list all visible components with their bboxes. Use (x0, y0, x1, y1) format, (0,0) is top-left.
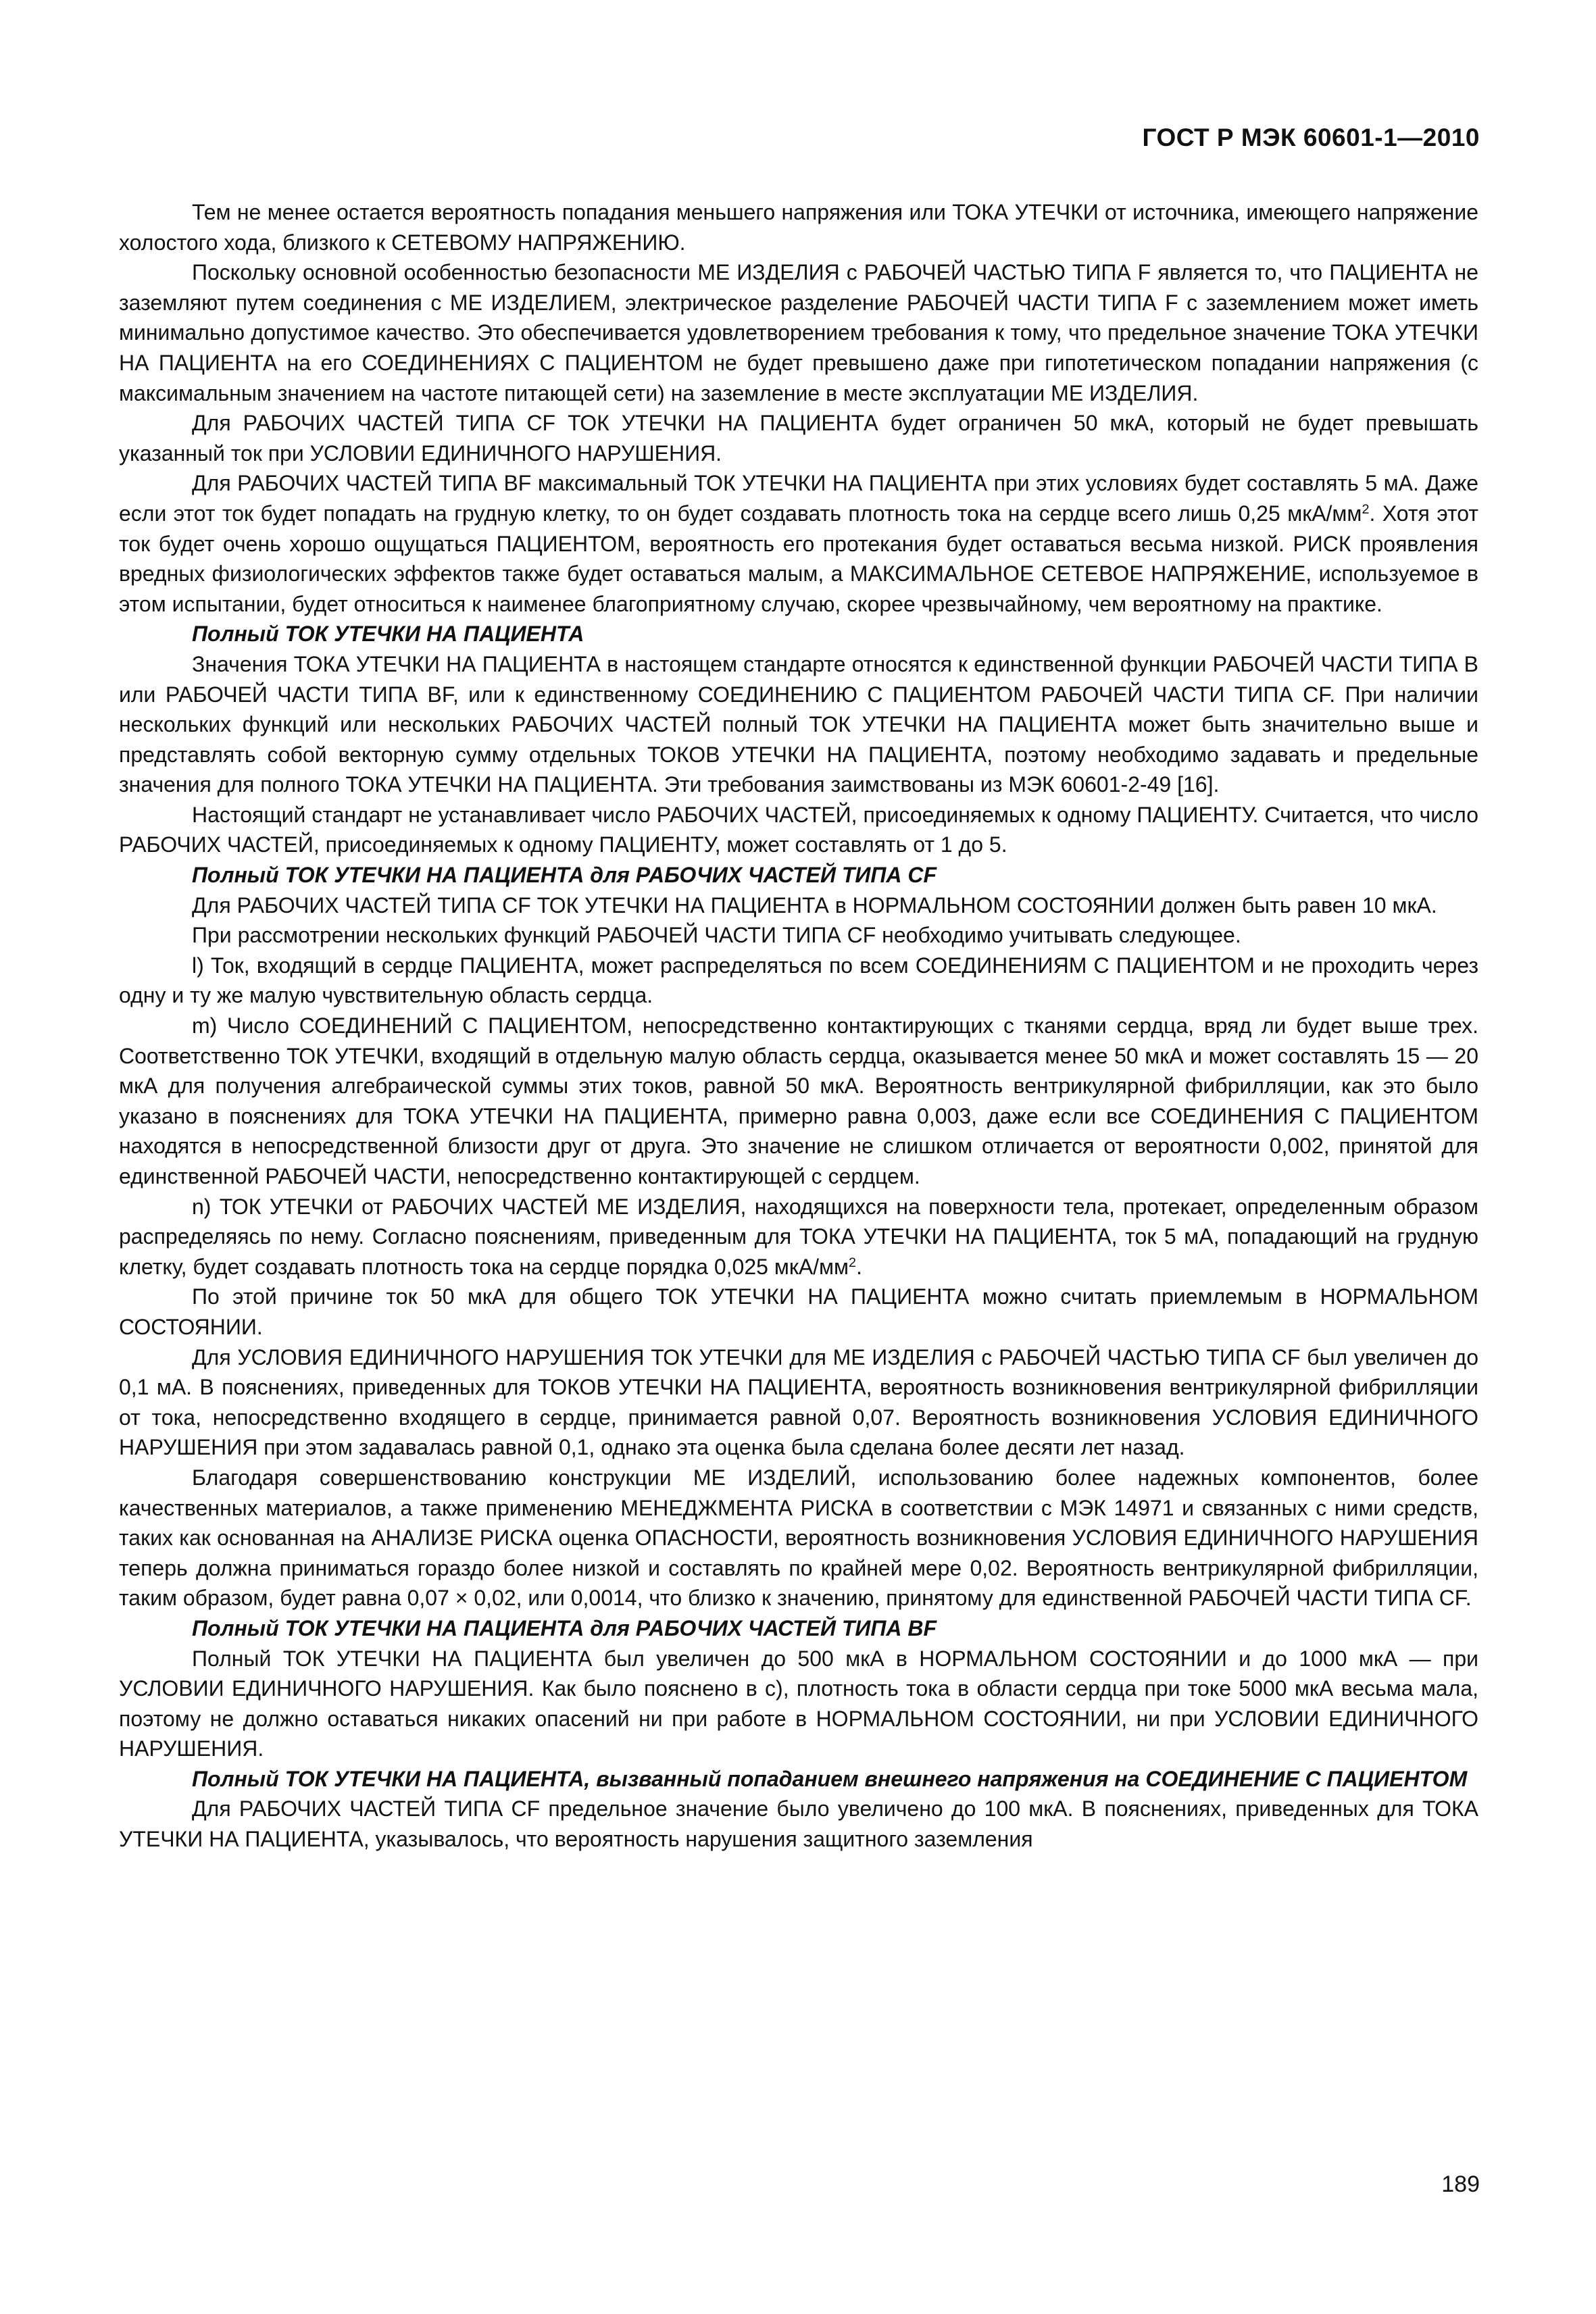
paragraph: Тем не менее остается вероятность попадания меньшего напряжения или ТОКА УТЕЧКИ от источника, имеющего напряжение холостого хода, близкого к СЕТЕВОМУ НАПРЯЖЕНИЮ. (119, 200, 1478, 255)
paragraph: Настоящий стандарт не устанавливает число РАБОЧИХ ЧАСТЕЙ, присоединяемых к одному ПАЦИЕНТУ. Считается, что число РАБОЧИХ ЧАСТЕЙ, присоединяемых к одному ПАЦИЕНТУ, может составлять от 1 до 5. (119, 802, 1478, 857)
section-heading: Полный ТОК УТЕЧКИ НА ПАЦИЕНТА для РАБОЧИХ ЧАСТЕЙ ТИПА CF (192, 863, 937, 888)
paragraph-text-continued: . (856, 1254, 862, 1279)
paragraph: Поскольку основной особенностью безопасности МЕ ИЗДЕЛИЯ с РАБОЧЕЙ ЧАСТЬЮ ТИПА F является то, что ПАЦИЕНТА не заземляют путем соединения с МЕ ИЗДЕЛИЕМ, электрическое разделение РАБОЧЕЙ ЧАСТИ ТИПА F с заземлением может иметь минимально допустимое качество. Это обеспечивается удовлетворением требования к тому, что предельное значение ТОКА УТЕЧКИ НА ПАЦИЕНТА на его СОЕДИНЕНИЯХ С ПАЦИЕНТОМ не будет превышено даже при гипотетическом попадании напряжения (с максимальным значением на частоте питающей сети) на заземление в месте эксплуатации МЕ ИЗДЕЛИЯ. (119, 260, 1478, 405)
paragraph: Полный ТОК УТЕЧКИ НА ПАЦИЕНТА был увеличен до 500 мкА в НОРМАЛЬНОМ СОСТОЯНИИ и до 1000 мкА — при УСЛОВИИ ЕДИНИЧНОГО НАРУШЕНИЯ. Как было пояснено в с), плотность тока в области сердца при токе 5000 мкА весьма мала, поэтому не должно оставаться никаких опасений ни при работе в НОРМАЛЬНОМ СОСТОЯНИИ, ни при УСЛОВИИ ЕДИНИЧНОГО НАРУШЕНИЯ. (119, 1646, 1478, 1761)
section-heading: Полный ТОК УТЕЧКИ НА ПАЦИЕНТА (192, 622, 584, 647)
superscript: 2 (849, 1255, 857, 1270)
list-item-m: m) Число СОЕДИНЕНИЙ С ПАЦИЕНТОМ, непосредственно контактирующих с тканями сердца, вряд ли будет выше трех. Соответственно ТОК УТЕЧКИ, входящий в отдельную малую область сердца, оказывается менее 50 мкА и может составлять 15 — 20 мкА для получения алгебраической суммы этих токов, равной 50 мкА. Вероятность вентрикулярной фибрилляции, как это было указано в пояснениях для ТОКА УТЕЧКИ НА ПАЦИЕНТА, примерно равна 0,003, даже если все СОЕДИНЕНИЯ С ПАЦИЕНТОМ находятся в непосредственной близости друг от друга. Это значение не слишком отличается от вероятности 0,002, принятой для единственной РАБОЧЕЙ ЧАСТИ, непосредственно контактирующей с сердцем. (119, 1013, 1478, 1188)
section-heading: Полный ТОК УТЕЧКИ НА ПАЦИЕНТА для РАБОЧИХ ЧАСТЕЙ ТИПА BF (192, 1615, 937, 1640)
paragraph: Значения ТОКА УТЕЧКИ НА ПАЦИЕНТА в настоящем стандарте относятся к единственной функции РАБОЧЕЙ ЧАСТИ ТИПА В или РАБОЧЕЙ ЧАСТИ ТИПА BF, или к единственному СОЕДИНЕНИЮ С ПАЦИЕНТОМ РАБОЧЕЙ ЧАСТИ ТИПА CF. При наличии нескольких функций или нескольких РАБОЧИХ ЧАСТЕЙ полный ТОК УТЕЧКИ НА ПАЦИЕНТА может быть значительно выше и представлять собой векторную сумму отдельных ТОКОВ УТЕЧКИ НА ПАЦИЕНТА, поэтому необходимо задавать и предельные значения для полного ТОКА УТЕЧКИ НА ПАЦИЕНТА. Эти требования заимствованы из МЭК 60601-2-49 [16]. (119, 651, 1478, 797)
list-item-l: l) Ток, входящий в сердце ПАЦИЕНТА, может распределяться по всем СОЕДИНЕНИЯМ С ПАЦИЕНТОМ и не проходить через одну и ту же малую чувствительную область сердца. (119, 953, 1478, 1008)
section-heading: Полный ТОК УТЕЧКИ НА ПАЦИЕНТА, вызванный попаданием внешнего напряжения на СОЕДИНЕНИЕ С ПАЦИЕНТОМ (192, 1766, 1468, 1791)
superscript: 2 (1362, 502, 1370, 518)
list-item-n (119, 1192, 1478, 1282)
paragraph: Благодаря совершенствованию конструкции МЕ ИЗДЕЛИЙ, использованию более надежных компонентов, более качественных материалов, а также применению МЕНЕДЖМЕНТА РИСКА в соответствии с МЭК 14971 и связанных с ними средств, таких как основанная на АНАЛИЗЕ РИСКА оценка ОПАСНОСТИ, вероятность возникновения УСЛОВИЯ ЕДИНИЧНОГО НАРУШЕНИЯ теперь должна приниматься гораздо более низкой и составлять по крайней мере 0,02. Вероятность вентрикулярной фибрилляции, таким образом, будет равна 0,07 × 0,02, или 0,0014, что близко к значению, принятому для единственной РАБОЧЕЙ ЧАСТИ ТИПА CF. (119, 1465, 1478, 1611)
paragraph: При рассмотрении нескольких функций РАБОЧЕЙ ЧАСТИ ТИПА CF необходимо учитывать следующее. (192, 923, 1241, 948)
paragraph-text: Для РАБОЧИХ ЧАСТЕЙ ТИПА BF максимальный ТОК УТЕЧКИ НА ПАЦИЕНТА при этих условиях будет составлять 5 мА. Даже если этот ток будет попадать на грудную клетку, то он будет создавать плотность тока на сердце всего лишь 0,25 мкА/мм (119, 471, 1478, 526)
paragraph-text: n) ТОК УТЕЧКИ от РАБОЧИХ ЧАСТЕЙ МЕ ИЗДЕЛИЯ, находящихся на поверхности тела, протекает, определенным образом распределяясь по нему. Согласно пояснениям, приведенным для ТОКА УТЕЧКИ НА ПАЦИЕНТА, ток 5 мА, попадающий на грудную клетку, будет создавать плотность тока на сердце порядка 0,025 мкА/мм (119, 1194, 1478, 1279)
paragraph: По этой причине ток 50 мкА для общего ТОК УТЕЧКИ НА ПАЦИЕНТА можно считать приемлемым в НОРМАЛЬНОМ СОСТОЯНИИ. (119, 1284, 1478, 1339)
document-header-title: ГОСТ Р МЭК 60601-1—2010 (1142, 124, 1480, 151)
paragraph-text-continued: . Хотя этот ток будет очень хорошо ощущаться ПАЦИЕНТОМ, вероятность его протекания будет оставаться весьма низкой. РИСК проявления вредных физиологических эффектов также будет оставаться малым, а МАКСИМАЛЬНОЕ СЕТЕВОЕ НАПРЯЖЕНИЕ, используемое в этом испытании, будет относиться к наименее благоприятному случаю, скорее чрезвычайному, чем вероятному на практике. (119, 501, 1479, 616)
paragraph: Для РАБОЧИХ ЧАСТЕЙ ТИПА CF предельное значение было увеличено до 100 мкА. В пояснениях, приведенных для ТОКА УТЕЧКИ НА ПАЦИЕНТА, указывалось, что вероятность нарушения защитного заземления (119, 1796, 1478, 1852)
paragraph: Для РАБОЧИХ ЧАСТЕЙ ТИПА CF ТОК УТЕЧКИ НА ПАЦИЕНТА будет ограничен 50 мкА, который не будет превышать указанный ток при УСЛОВИИ ЕДИНИЧНОГО НАРУШЕНИЯ. (119, 411, 1478, 466)
paragraph: Для РАБОЧИХ ЧАСТЕЙ ТИПА CF ТОК УТЕЧКИ НА ПАЦИЕНТА в НОРМАЛЬНОМ СОСТОЯНИИ должен быть равен 10 мкА. (192, 892, 1437, 917)
paragraph: Для УСЛОВИЯ ЕДИНИЧНОГО НАРУШЕНИЯ ТОК УТЕЧКИ для МЕ ИЗДЕЛИЯ с РАБОЧЕЙ ЧАСТЬЮ ТИПА CF был увеличен до 0,1 мА. В пояснениях, приведенных для ТОКОВ УТЕЧКИ НА ПАЦИЕНТА, вероятность возникновения вентрикулярной фибрилляции от тока, непосредственно входящего в сердце, принимается равной 0,07. Вероятность возникновения УСЛОВИЯ ЕДИНИЧНОГО НАРУШЕНИЯ при этом задавалась равной 0,1, однако эта оценка была сделана более десяти лет назад. (119, 1344, 1478, 1460)
document-body (119, 197, 1478, 1855)
paragraph (119, 468, 1478, 619)
page-number: 189 (1441, 2171, 1480, 2197)
